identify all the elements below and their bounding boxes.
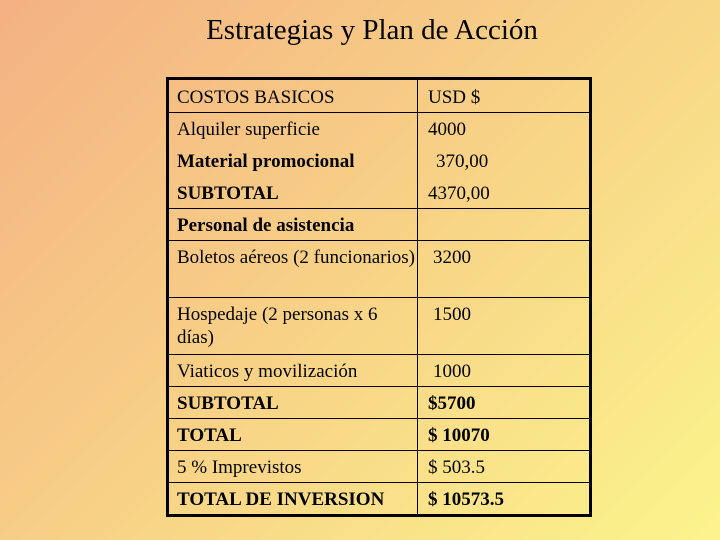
row-label: SUBTOTAL (177, 183, 279, 204)
table-row (169, 176, 589, 209)
row-label: TOTAL (177, 425, 242, 446)
table-row (169, 418, 589, 451)
table-row (169, 240, 589, 298)
row-value: 370,00 (417, 144, 589, 176)
row-value: 4000 (417, 112, 589, 144)
table-row (169, 112, 589, 144)
row-value: 4370,00 (417, 176, 589, 208)
table-row (169, 144, 589, 176)
row-label: Personal de asistencia (177, 215, 355, 236)
table-row (169, 482, 589, 514)
row-label: COSTOS BASICOS (177, 87, 335, 108)
row-value: $5700 (417, 386, 589, 418)
row-value: $ 10573.5 (417, 482, 589, 514)
row-value: $ 503.5 (417, 450, 589, 482)
row-label: Alquiler superficie (177, 119, 320, 140)
cost-table (166, 77, 592, 517)
row-value: 1000 (417, 354, 589, 386)
table-row (169, 354, 589, 387)
row-value: 3200 (417, 240, 589, 297)
row-label: Boletos aéreos (2 funcionarios) (177, 247, 415, 268)
table-row (169, 80, 589, 113)
row-value: $ 10070 (417, 418, 589, 450)
row-label: TOTAL DE INVERSION (177, 489, 385, 510)
row-label: Viaticos y movilización (177, 361, 358, 382)
row-label: Hospedaje (2 personas x 6 días) (177, 304, 378, 348)
table-row (169, 386, 589, 419)
row-value: 1500 (417, 297, 589, 354)
row-value: USD $ (417, 80, 589, 112)
table-row (169, 297, 589, 355)
row-label: 5 % Imprevistos (177, 457, 302, 478)
row-value (417, 208, 589, 240)
table-row (169, 208, 589, 241)
row-label: Material promocional (177, 151, 355, 172)
table-row (169, 450, 589, 483)
slide-title: Estrategias y Plan de Acción (206, 14, 538, 46)
row-label: SUBTOTAL (177, 393, 279, 414)
